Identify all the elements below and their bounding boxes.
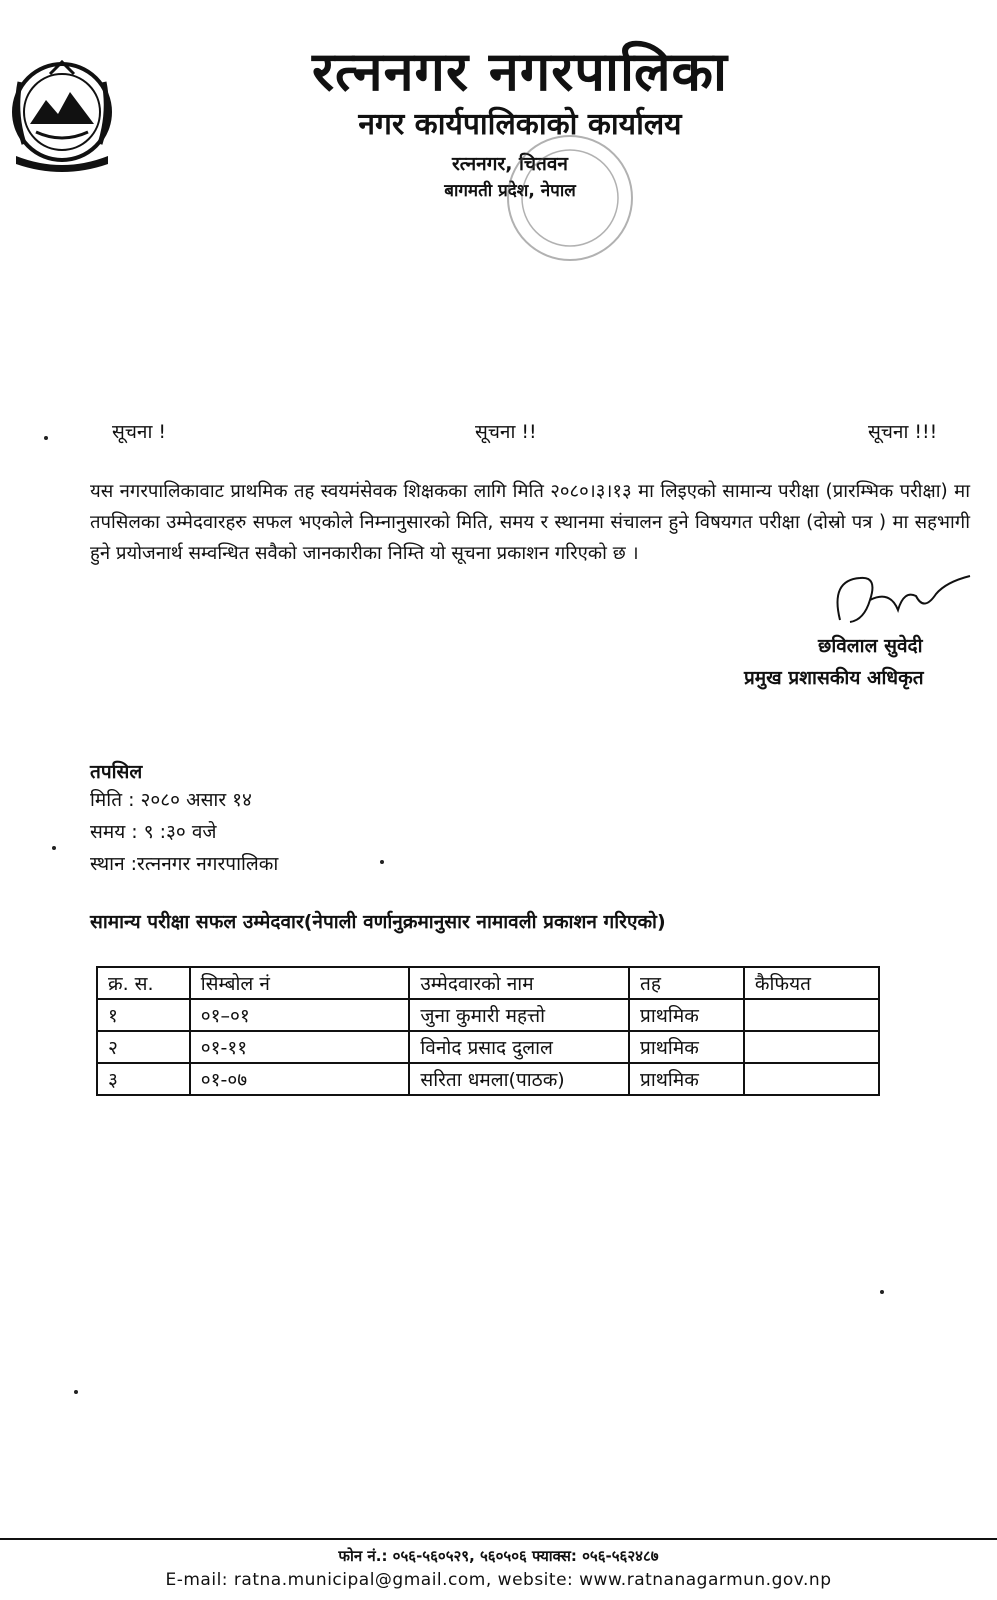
cell-serial: १ [97, 999, 190, 1031]
table-row [97, 1063, 879, 1095]
cell-symbol: ०१-०७ [190, 1063, 410, 1095]
office-city: रत्ननगर, चितवन [452, 153, 568, 175]
table-row [97, 1031, 879, 1063]
cell-serial: ३ [97, 1063, 190, 1095]
col-level: तह [629, 967, 744, 999]
notice-label-3: सूचना !!! [868, 421, 938, 443]
col-remarks: कैफियत [744, 967, 879, 999]
cell-level: प्राथमिक [629, 1063, 744, 1095]
table-row [97, 999, 879, 1031]
exam-date: मिति : २०८० असार १४ [90, 789, 252, 811]
cell-name: विनोद प्रसाद दुलाल [409, 1031, 629, 1063]
cell-name: जुना कुमारी महत्तो [409, 999, 629, 1031]
office-stamp-icon [500, 128, 640, 268]
candidate-table [96, 966, 880, 1096]
cell-name: सरिता धमला(पाठक) [409, 1063, 629, 1095]
footer-phone: फोन नं.: ०५६-५६०५२९, ५६०५०६ फ्याक्स: ०५६-५६२४८७ [338, 1547, 659, 1565]
table-header-row [97, 967, 879, 999]
cell-level: प्राथमिक [629, 1031, 744, 1063]
list-heading: सामान्य परीक्षा सफल उम्मेदवार(नेपाली वर्णानुक्रमानुसार नामावली प्रकाशन गरिएको) [90, 911, 666, 933]
scan-speck [880, 1290, 884, 1294]
cell-remarks [744, 999, 879, 1031]
scan-speck [74, 1390, 78, 1394]
signatory-name: छविलाल सुवेदी [818, 635, 923, 657]
cell-remarks [744, 1063, 879, 1095]
cell-symbol: ०१-११ [190, 1031, 410, 1063]
scan-speck [44, 436, 48, 440]
office-province: बागमती प्रदेश, नेपाल [444, 181, 576, 201]
notice-label-2: सूचना !! [475, 421, 537, 443]
notice-label-1: सूचना ! [112, 421, 167, 443]
exam-place: स्थान :रत्ननगर नगरपालिका [90, 853, 279, 875]
exam-time: समय : ९ :३० वजे [90, 821, 217, 843]
details-heading: तपसिल [90, 761, 143, 783]
office-subtitle: नगर कार्यपालिकाको कार्यालय [358, 107, 682, 142]
signatory-title: प्रमुख प्रशासकीय अधिकृत [744, 667, 924, 689]
nepal-emblem-icon [6, 52, 118, 180]
footer-divider [0, 1538, 997, 1540]
col-symbol: सिम्बोल नं [190, 967, 410, 999]
scan-speck [52, 846, 56, 850]
cell-remarks [744, 1031, 879, 1063]
footer-contact: E-mail: ratna.municipal@gmail.com, website: www.ratnanagarmun.gov.np [165, 1570, 832, 1590]
scan-speck [380, 860, 384, 864]
notice-body: यस नगरपालिकावाट प्राथमिक तह स्वयमंसेवक शिक्षकका लागि मिति २०८०।३।१३ मा लिइएको सामान्य परीक्षा (प्रारम्भिक परीक्षा) मा तपसिलका उम्मेदवारहरु सफल भएकोले निम्नानुसारको मिति, समय र स्थानमा संचालन हुने विषयगत परीक्षा (दोस्रो पत्र ) मा सहभागी हुने प्रयोजनार्थ सम्वन्धित सवैको जानकारीका निम्ति यो सूचना प्रकाशन गरिएको छ । [90, 481, 970, 564]
signature-icon [820, 560, 980, 640]
municipality-title: रत्ननगर नगरपालिका [311, 40, 729, 103]
col-serial: क्र. स. [97, 967, 190, 999]
cell-level: प्राथमिक [629, 999, 744, 1031]
cell-symbol: ०१–०१ [190, 999, 410, 1031]
cell-serial: २ [97, 1031, 190, 1063]
col-name: उम्मेदवारको नाम [409, 967, 629, 999]
